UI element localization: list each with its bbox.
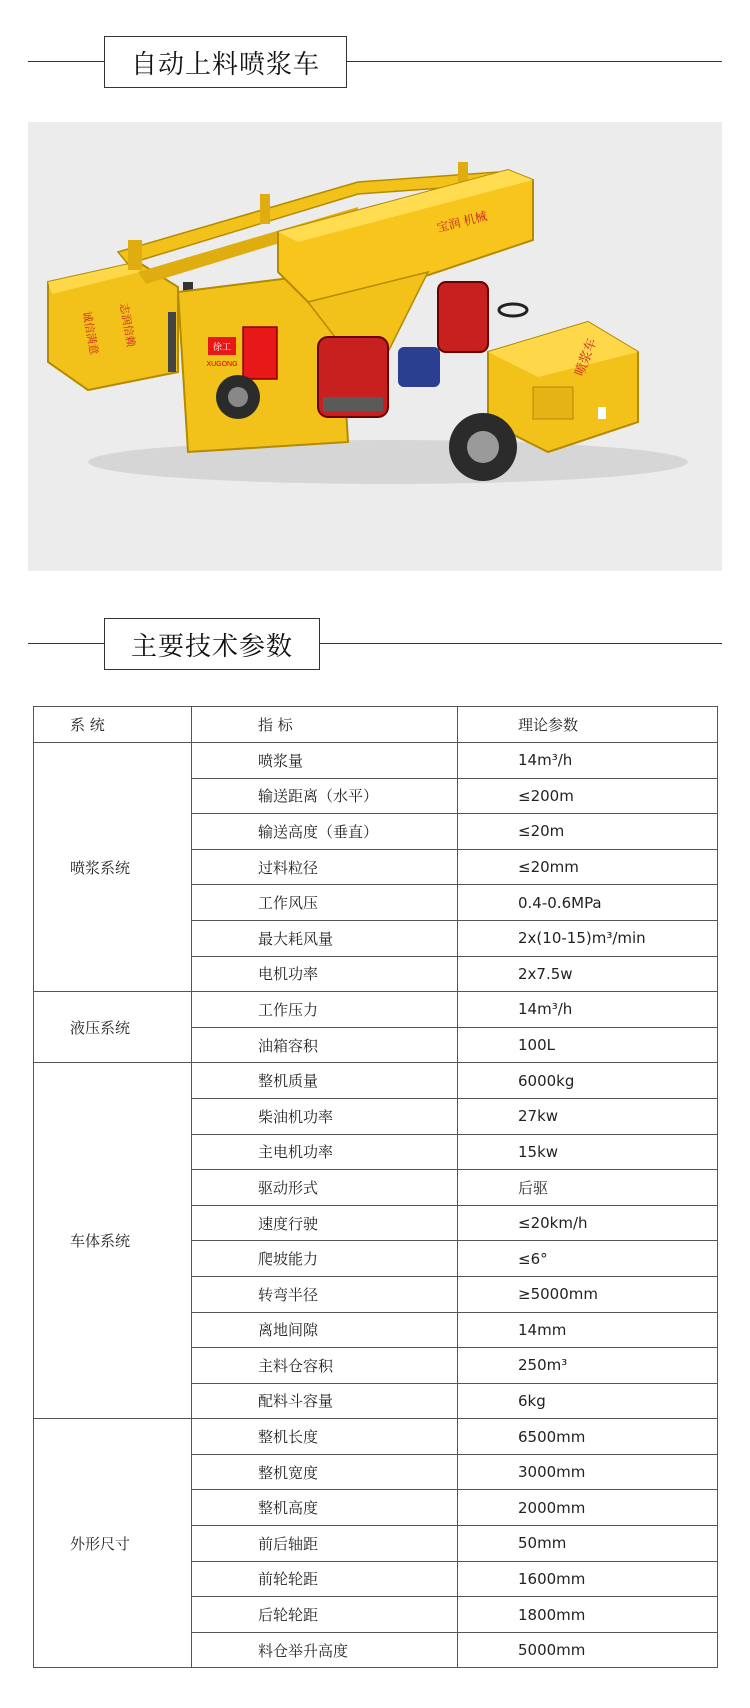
svg-text:XUGONG: XUGONG — [206, 361, 238, 368]
value-cell: 14mm — [458, 1312, 718, 1348]
system-cell: 喷浆系统 — [34, 743, 192, 992]
header-value: 理论参数 — [458, 707, 718, 743]
value-cell: 50mm — [458, 1526, 718, 1562]
table-row — [34, 1063, 718, 1099]
svg-text:徐工: 徐工 — [212, 342, 232, 352]
table-row — [34, 1419, 718, 1455]
indicator-cell: 输送高度（垂直） — [192, 814, 458, 850]
value-cell: 27kw — [458, 1098, 718, 1134]
system-cell: 液压系统 — [34, 992, 192, 1063]
indicator-cell: 前轮轮距 — [192, 1561, 458, 1597]
spec-table — [33, 706, 718, 1668]
system-cell: 外形尺寸 — [34, 1419, 192, 1668]
indicator-cell: 主电机功率 — [192, 1134, 458, 1170]
indicator-cell: 速度行驶 — [192, 1205, 458, 1241]
value-cell: 0.4-0.6MPa — [458, 885, 718, 921]
indicator-cell: 驱动形式 — [192, 1170, 458, 1206]
value-cell: ≤6° — [458, 1241, 718, 1277]
svg-text:志润信赖: 志润信赖 — [117, 302, 137, 348]
indicator-cell: 喷浆量 — [192, 743, 458, 779]
indicator-cell: 油箱容积 — [192, 1027, 458, 1063]
indicator-cell: 工作压力 — [192, 992, 458, 1028]
header-indicator: 指 标 — [192, 707, 458, 743]
indicator-cell: 后轮轮距 — [192, 1597, 458, 1633]
value-cell: ≤20mm — [458, 849, 718, 885]
svg-text:宝润 机械: 宝润 机械 — [435, 208, 489, 235]
indicator-cell: 整机高度 — [192, 1490, 458, 1526]
value-cell: 2000mm — [458, 1490, 718, 1526]
system-cell: 车体系统 — [34, 1063, 192, 1419]
indicator-cell: 转弯半径 — [192, 1276, 458, 1312]
section-title-product: 自动上料喷浆车 — [104, 36, 347, 88]
value-cell: 250m³ — [458, 1348, 718, 1384]
value-cell: ≤20m — [458, 814, 718, 850]
indicator-cell: 离地间隙 — [192, 1312, 458, 1348]
value-cell: 100L — [458, 1027, 718, 1063]
section-header-specs — [28, 618, 722, 670]
indicator-cell: 主料仓容积 — [192, 1348, 458, 1384]
indicator-cell: 前后轴距 — [192, 1526, 458, 1562]
indicator-cell: 整机长度 — [192, 1419, 458, 1455]
indicator-cell: 整机质量 — [192, 1063, 458, 1099]
section-header-product — [28, 36, 722, 88]
value-cell: ≤20km/h — [458, 1205, 718, 1241]
svg-text:诚信满意: 诚信满意 — [80, 310, 100, 356]
indicator-cell: 整机宽度 — [192, 1454, 458, 1490]
value-cell: 14m³/h — [458, 743, 718, 779]
indicator-cell: 料仓举升高度 — [192, 1632, 458, 1668]
value-cell: 6kg — [458, 1383, 718, 1419]
value-cell: 14m³/h — [458, 992, 718, 1028]
value-cell: 1600mm — [458, 1561, 718, 1597]
table-header-row — [34, 707, 718, 743]
value-cell: ≤200m — [458, 778, 718, 814]
value-cell: 6000kg — [458, 1063, 718, 1099]
value-cell: ≥5000mm — [458, 1276, 718, 1312]
indicator-cell: 最大耗风量 — [192, 920, 458, 956]
value-cell: 6500mm — [458, 1419, 718, 1455]
indicator-cell: 爬坡能力 — [192, 1241, 458, 1277]
indicator-cell: 过料粒径 — [192, 849, 458, 885]
indicator-cell: 柴油机功率 — [192, 1098, 458, 1134]
value-cell: 2x(10-15)m³/min — [458, 920, 718, 956]
indicator-cell: 配料斗容量 — [192, 1383, 458, 1419]
value-cell: 1800mm — [458, 1597, 718, 1633]
product-photo — [28, 122, 722, 571]
header-system: 系 统 — [34, 707, 192, 743]
svg-text:喷浆车: 喷浆车 — [571, 336, 600, 379]
section-title-specs: 主要技术参数 — [104, 618, 320, 670]
indicator-cell: 输送距离（水平） — [192, 778, 458, 814]
value-cell: 5000mm — [458, 1632, 718, 1668]
value-cell: 3000mm — [458, 1454, 718, 1490]
indicator-cell: 工作风压 — [192, 885, 458, 921]
table-row — [34, 743, 718, 779]
indicator-cell: 电机功率 — [192, 956, 458, 992]
value-cell: 15kw — [458, 1134, 718, 1170]
table-row — [34, 992, 718, 1028]
value-cell: 2x7.5w — [458, 956, 718, 992]
shotcrete-vehicle-illustration — [28, 122, 722, 571]
value-cell: 后驱 — [458, 1170, 718, 1206]
